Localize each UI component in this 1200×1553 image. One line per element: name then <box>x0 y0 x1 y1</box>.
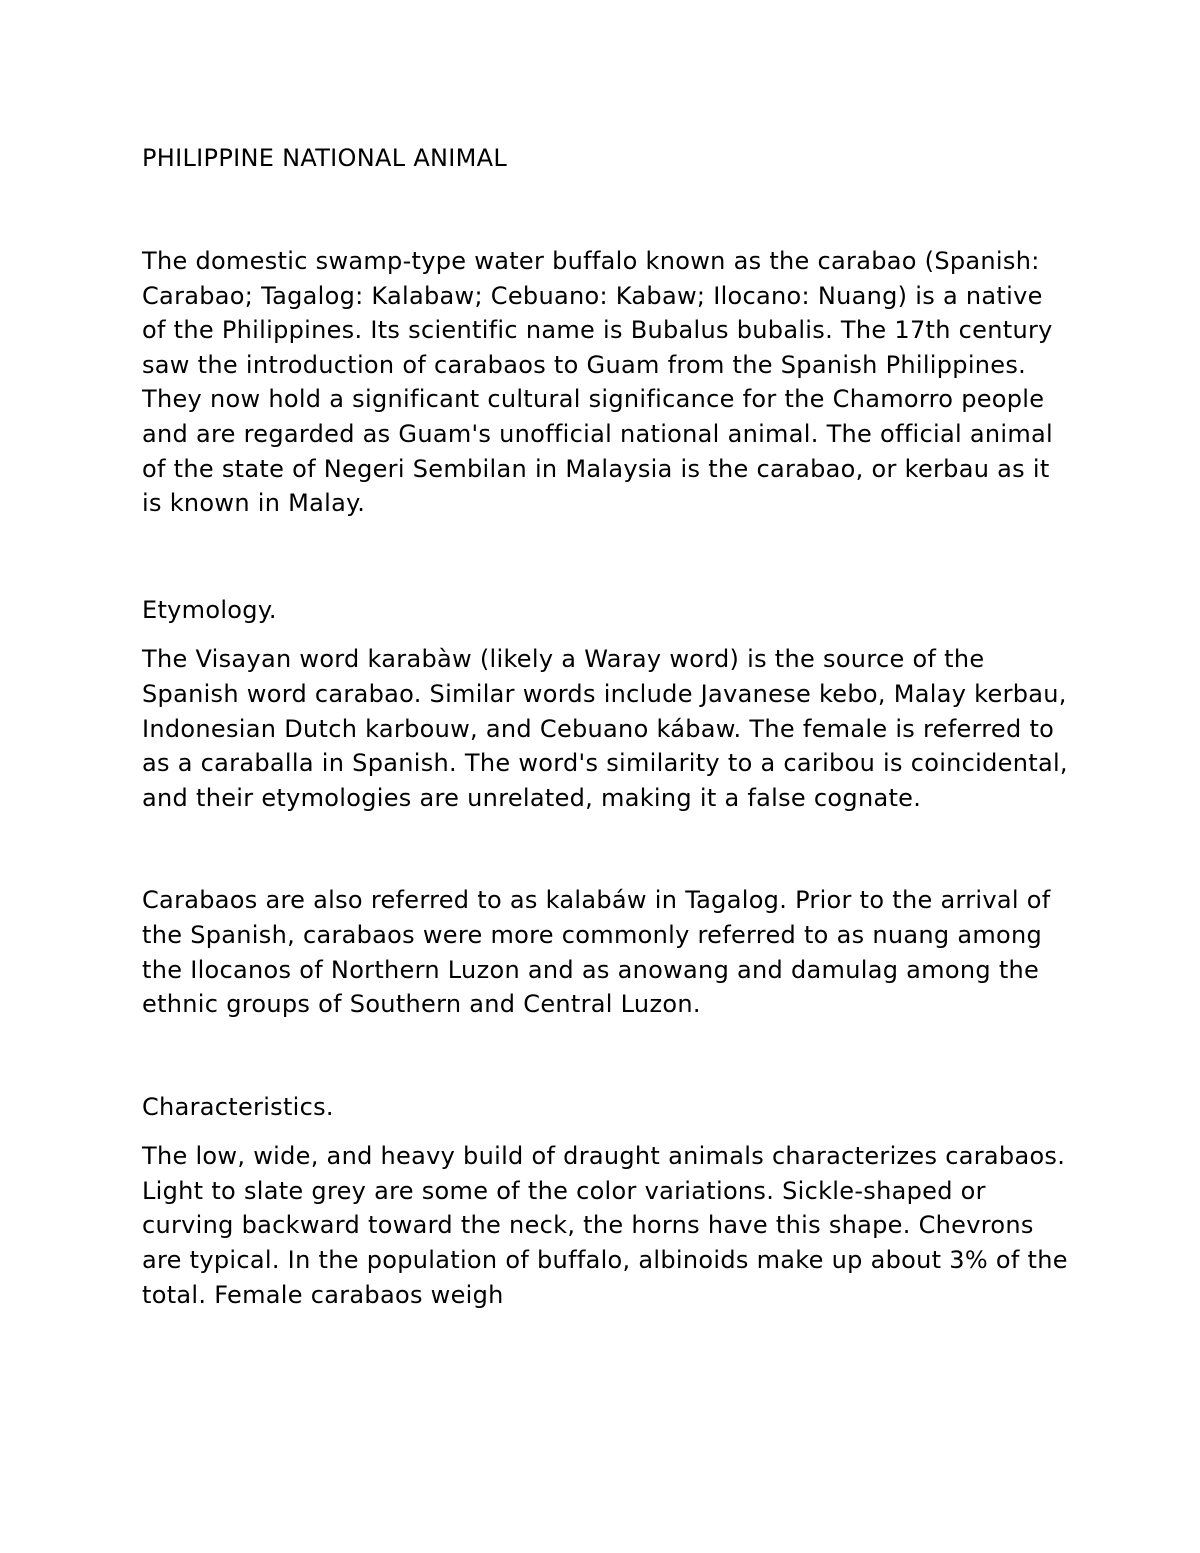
intro-paragraph: The domestic swamp-type water buffalo known as the carabao (Spanish: Carabao; Tagalog: Kalabaw; Cebuano: Kabaw; Ilocano: Nuang) is a native of the Philippines. Its scientific name is Bubalus bubalis. The 17th century saw the introduction of carabaos to Guam from the Spanish Philippines. They now hold a significant cultural significance for the Chamorro people and are regarded as Guam's unofficial national animal. The official animal of the state of Negeri Sembilan in Malaysia is the carabao, or kerbau as it is known in Malay. <box>142 247 1053 518</box>
etymology-paragraph-2: Carabaos are also referred to as kalabáw in Tagalog. Prior to the arrival of the Spanish, carabaos were more commonly referred to as nuang among the Ilocanos of Northern Luzon and as anowang and damulag among the ethnic groups of Southern and Central Luzon. <box>142 886 1051 1019</box>
etymology-paragraph-1: The Visayan word karabàw (likely a Waray word) is the source of the Spanish word carabao. Similar words include Javanese kebo, Malay kerbau, Indonesian Dutch karbouw, and Cebuano kábaw. The female is referred to as a caraballa in Spanish. The word's similarity to a caribou is coincidental, and their etymologies are unrelated, making it a false cognate. <box>142 645 1068 812</box>
characteristics-paragraph-1: The low, wide, and heavy build of draught animals characterizes carabaos. Light to slate grey are some of the color variations. Sickle-shaped or curving backward toward the neck, the horns have this shape. Chevrons are typical. In the population of buffalo, albinoids make up about 3% of the total. Female carabaos weigh <box>142 1142 1068 1309</box>
characteristics-heading: Characteristics. <box>142 1092 334 1121</box>
document-title: PHILIPPINE NATIONAL ANIMAL <box>142 144 508 172</box>
document-page <box>142 140 1072 1312</box>
etymology-heading: Etymology. <box>142 595 277 624</box>
